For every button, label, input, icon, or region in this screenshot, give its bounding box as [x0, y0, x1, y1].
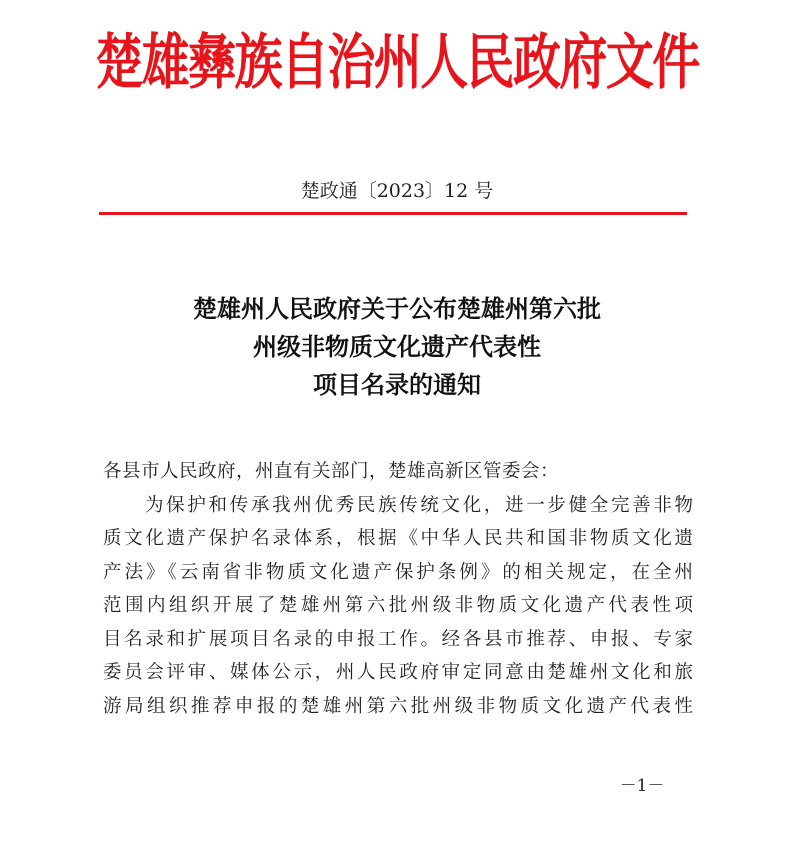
- paragraph-line: 委员会评审、媒体公示，州人民政府审定同意由楚雄州文化和旅: [103, 662, 693, 683]
- notice-title-line: 项目名录的通知: [313, 371, 481, 399]
- paragraph-line: 产法》《云南省非物质文化遗产保护条例》的相关规定，在全州: [103, 561, 693, 583]
- notice-title-line: 州级非物质文化遗产代表性: [253, 333, 541, 361]
- red-divider-line: [99, 212, 687, 215]
- issuer-header-title: 楚雄彝族自治州人民政府文件: [95, 28, 699, 98]
- salutation: 各县市人民政府，州直有关部门，楚雄高新区管委会：: [103, 461, 560, 482]
- document-number: 楚政通〔2023〕12 号: [300, 180, 494, 202]
- paragraph-line: 为保护和传承我州优秀民族传统文化，进一步健全完善非物: [145, 494, 693, 516]
- paragraph-line: 游局组织推荐申报的楚雄州第六批州级非物质文化遗产代表性: [103, 695, 693, 717]
- body-text: [103, 455, 693, 723]
- paragraph-line: 目名录和扩展项目名录的申报工作。经各县市推荐、申报、专家: [103, 628, 693, 650]
- paragraph-line: 质文化遗产保护名录体系，根据《中华人民共和国非物质文化遗: [103, 528, 693, 549]
- notice-title-line: 楚雄州人民政府关于公布楚雄州第六批: [193, 295, 601, 323]
- notice-title: [0, 290, 794, 404]
- paragraph-line: 范围内组织开展了楚雄州第六批州级非物质文化遗产代表性项: [103, 595, 693, 616]
- page-number: －1－: [619, 776, 665, 796]
